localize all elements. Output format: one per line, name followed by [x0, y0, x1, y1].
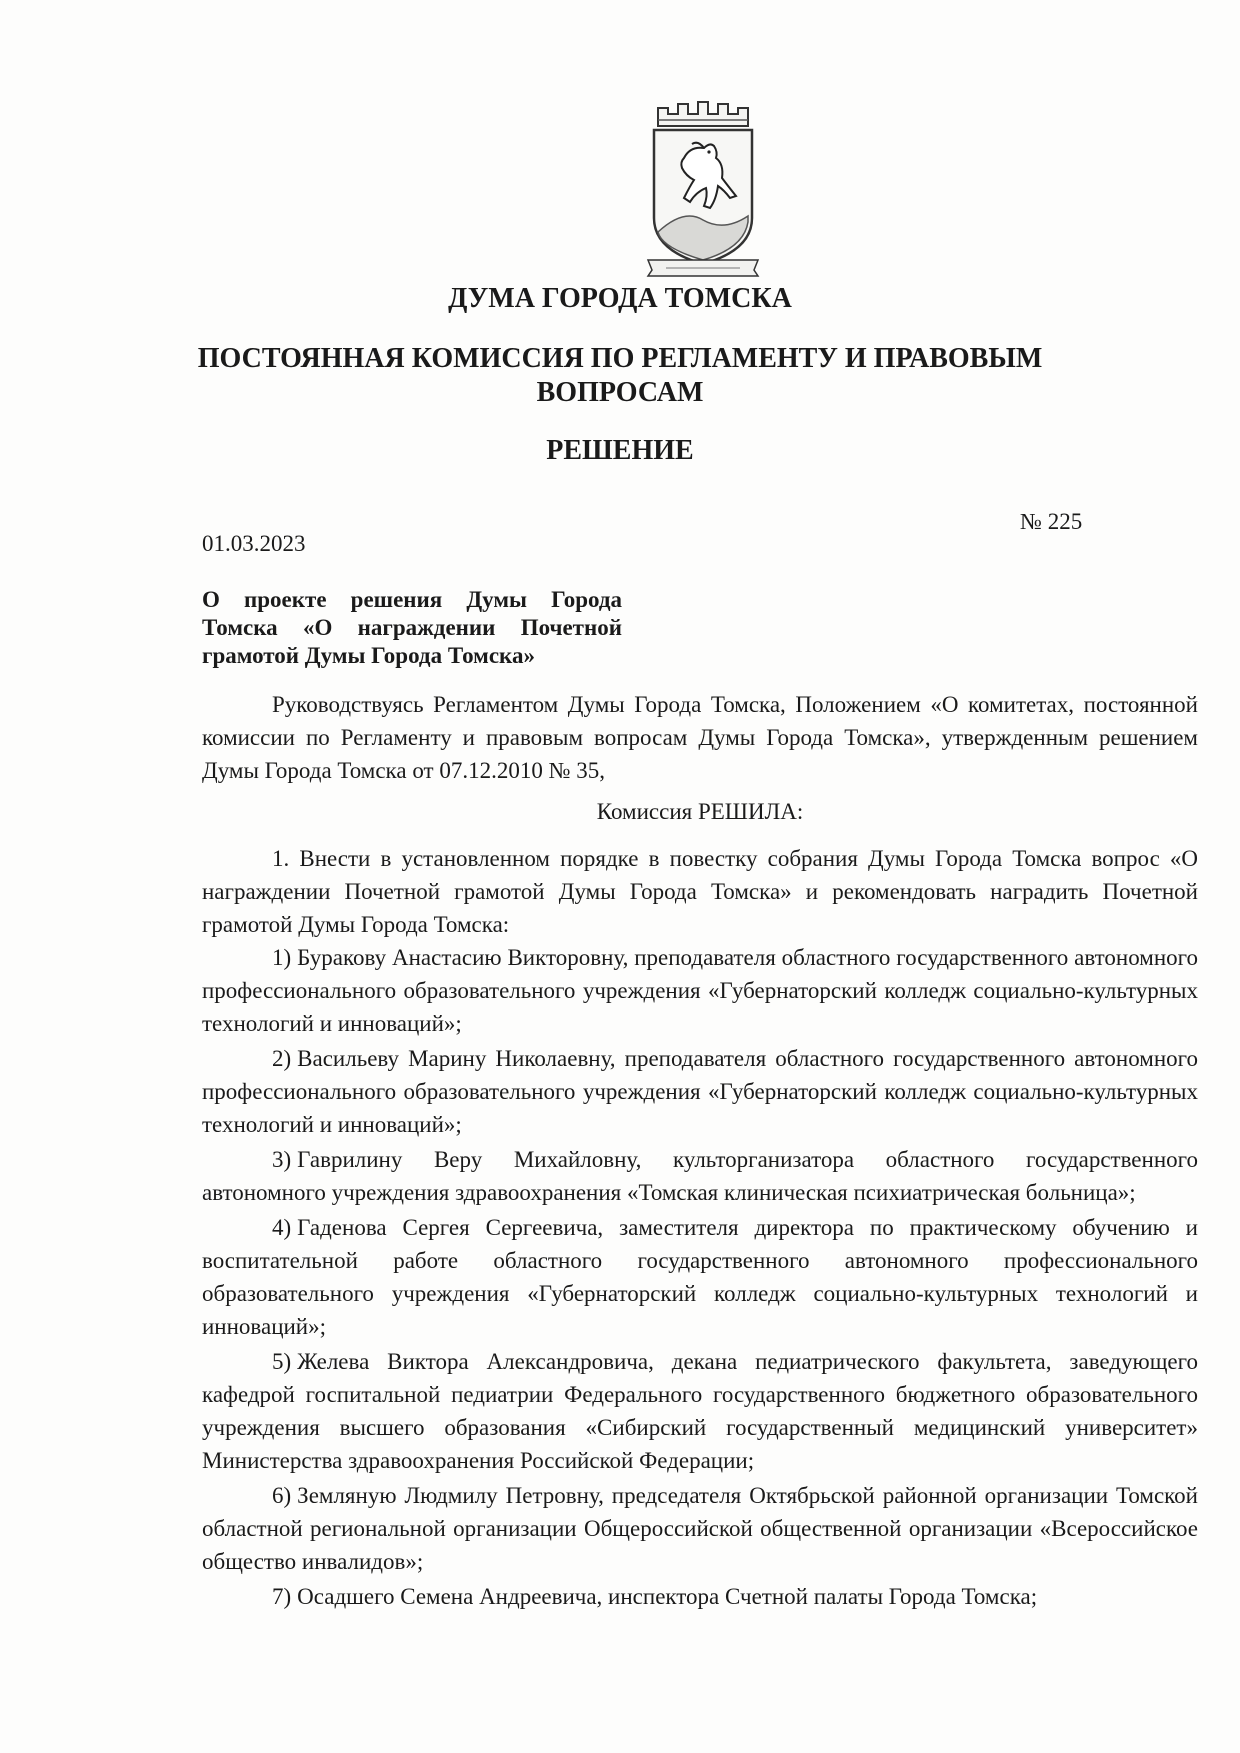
- awardee-item: [202, 941, 1198, 1040]
- document-body: [202, 688, 1198, 1615]
- awardee-text: Желева Виктора Александровича, декана педиатрического факультета, заведующего кафедрой госпитальной педиатрии Федерального государственного бюджетного образовательного учреждения высшего образования «Сибирский государственный медицинский университет» Министерства здравоохранения Российской Федерации;: [202, 1349, 1198, 1473]
- awardee-text: Буракову Анастасию Викторовну, преподавателя областного государственного автономного профессионального образовательного учреждения «Губернаторский колледж социально-культурных технологий и инноваций»;: [202, 945, 1198, 1036]
- awardee-text: Осадшего Семена Андреевича, инспектора Счетной палаты Города Томска;: [297, 1584, 1038, 1609]
- awardee-item: [202, 1345, 1198, 1477]
- awardee-marker: 6): [272, 1483, 292, 1508]
- awardee-item: [202, 1042, 1198, 1141]
- awardee-text: Земляную Людмилу Петровну, председателя Октябрьской районной организации Томской областной региональной организации Общероссийской общественной организации «Всероссийское общество инвалидов»;: [202, 1483, 1198, 1574]
- subject-line: О проекте решения Думы Города: [202, 587, 622, 612]
- point-1-paragraph: 1. Внести в установленном порядке в повестку собрания Думы Города Томска вопрос «О награждении Почетной грамотой Думы Города Томска» и рекомендовать наградить Почетной грамотой Думы Города Томска:: [202, 846, 1198, 937]
- awardee-marker: 2): [272, 1046, 292, 1071]
- preamble-paragraph: Руководствуясь Регламентом Думы Города Томска, Положением «О комитетах, постоянной комиссии по Регламенту и правовым вопросам Думы Города Томска», утвержденным решением Думы Города Томска от 07.12.2010 № 35,: [202, 692, 1198, 783]
- tomsk-coat-of-arms-icon: [644, 100, 762, 278]
- resolved-line: Комиссия РЕШИЛА:: [596, 799, 804, 824]
- subject-line: грамотой Думы Города Томска»: [202, 643, 535, 668]
- awardee-text: Гаврилину Веру Михайловну, культорганизатора областного государственного автономного учреждения здравоохранения «Томская клиническая психиатрическая больница»;: [202, 1147, 1198, 1205]
- awardee-list: [202, 941, 1198, 1613]
- document-type-title: РЕШЕНИЕ: [546, 435, 694, 466]
- awardee-text: Васильеву Марину Николаевну, преподавателя областного государственного автономного профессионального образовательного учреждения «Губернаторский колледж социально-культурных технологий и инноваций»;: [202, 1046, 1198, 1137]
- document-number: № 225: [1020, 509, 1083, 534]
- awardee-item: [202, 1580, 1198, 1613]
- organization-title: ДУМА ГОРОДА ТОМСКА: [448, 283, 792, 314]
- awardee-item: [202, 1143, 1198, 1209]
- awardee-text: Гаденова Сергея Сергеевича, заместителя директора по практическому обучению и воспитательной работе областного государственного автономного профессионального образовательного учреждения «Губернаторский колледж социально-культурных технологий и инноваций»;: [202, 1215, 1198, 1339]
- awardee-marker: 3): [272, 1147, 292, 1172]
- awardee-item: [202, 1479, 1198, 1578]
- commission-title: ПОСТОЯННАЯ КОМИССИЯ ПО РЕГЛАМЕНТУ И ПРАВОВЫМ ВОПРОСАМ: [197, 343, 1043, 408]
- awardee-marker: 4): [272, 1215, 292, 1240]
- document-date: 01.03.2023: [202, 531, 306, 556]
- awardee-marker: 7): [272, 1584, 292, 1609]
- awardee-marker: 5): [272, 1349, 292, 1374]
- subject-line: Томска «О награждении Почетной: [202, 615, 622, 640]
- awardee-marker: 1): [272, 945, 292, 970]
- awardee-item: [202, 1211, 1198, 1343]
- document-subject: [202, 586, 622, 670]
